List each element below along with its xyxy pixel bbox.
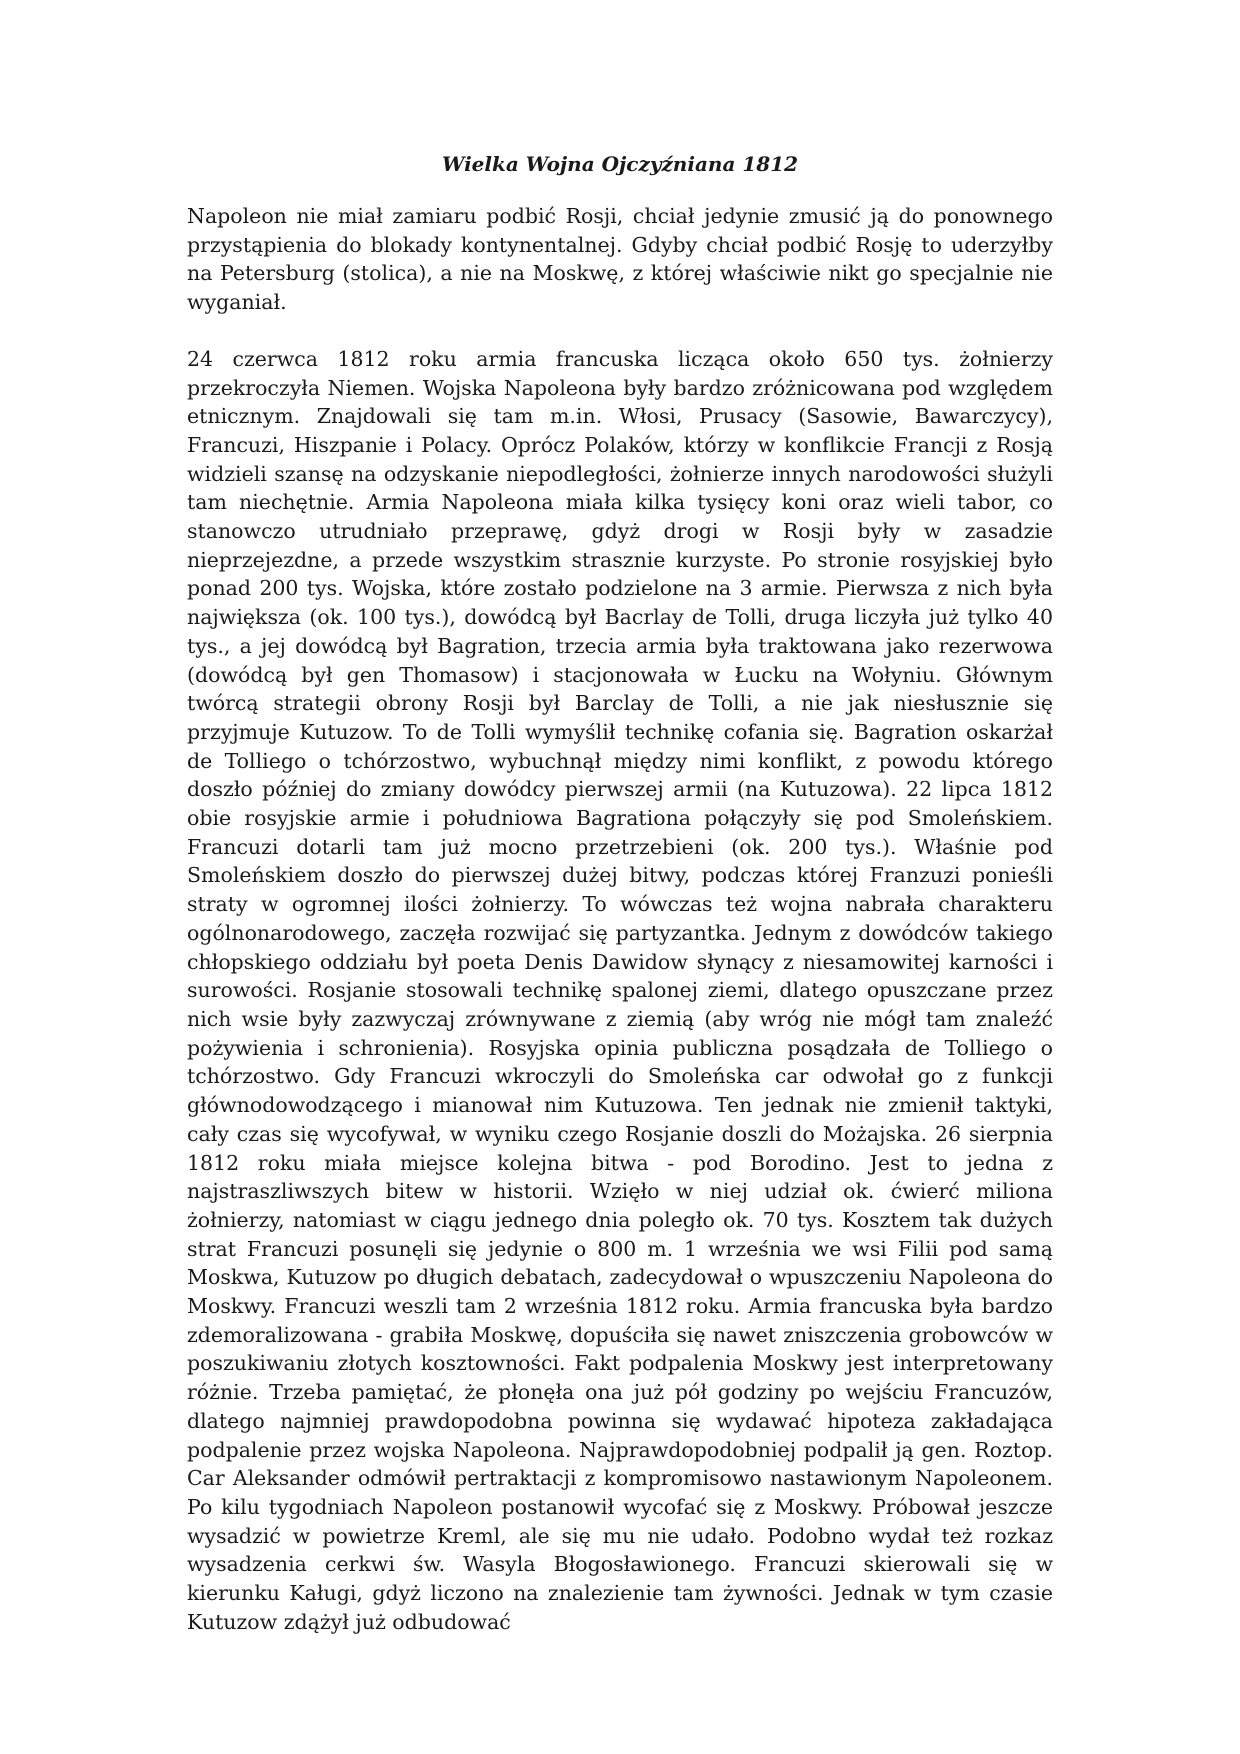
document-title: Wielka Wojna Ojczyźniana 1812 — [441, 152, 799, 176]
document-body — [187, 150, 1053, 1636]
paragraph-campaign: 24 czerwca 1812 roku armia francuska licząca około 650 tys. żołnierzy przekroczyła Niemen. Wojska Napoleona były bardzo zróżnicowana pod względem etnicznym. Znajdowali się tam m.in. Włosi, Prusacy (Sasowie, Bawarczycy), Francuzi, Hiszpanie i Polacy. Oprócz Polaków, którzy w konflikcie Francji z Rosją widzieli szansę na odzyskanie niepodległości, żołnierze innych narodowości służyli tam niechętnie. Armia Napoleona miała kilka tysięcy koni oraz wieli tabor, co stanowczo utrudniało przeprawę, gdyż drogi w Rosji były w zasadzie nieprzejezdne, a przede wszystkim strasznie kurzyste. Po stronie rosyjskiej było ponad 200 tys. Wojska, które zostało podzielone na 3 armie. Pierwsza z nich była największa (ok. 100 tys.), dowódcą był Bacrlay de Tolli, druga liczyła już tylko 40 tys., a jej dowódcą był Bagration, trzecia armia była traktowana jako rezerwowa (dowódcą był gen Thomasow) i stacjonowała w Łucku na Wołyniu. Głównym twórcą strategii obrony Rosji był Barclay de Tolli, a nie jak niesłusznie się przyjmuje Kutuzow. To de Tolli wymyślił technikę cofania się. Bagration oskarżał de Tolliego o tchórzostwo, wybuchnął między nimi konflikt, z powodu którego doszło później do zmiany dowódcy pierwszej armii (na Kutuzowa). 22 lipca 1812 obie rosyjskie armie i południowa Bagrationa połączyły się pod Smoleńskiem. Francuzi dotarli tam już mocno przetrzebieni (ok. 200 tys.). Właśnie pod Smoleńskiem doszło do pierwszej dużej bitwy, podczas której Franzuzi ponieśli straty w ogromnej ilości żołnierzy. To wówczas też wojna nabrała charakteru ogólnonarodowego, zaczęła rozwijać się partyzantka. Jednym z dowódców takiego chłopskiego oddziału był poeta Denis Dawidow słynący z niesamowitej karności i surowości. Rosjanie stosowali technikę spalonej ziemi, dlatego opuszczane przez nich wsie były zazwyczaj zrównywane z ziemią (aby wróg nie mógł tam znaleźć pożywienia i schronienia). Rosyjska opinia publiczna posądzała de Tolliego o tchórzostwo. Gdy Francuzi wkroczyli do Smoleńska car odwołał go z funkcji głównodowodzącego i mianował nim Kutuzowa. Ten jednak nie zmienił taktyki, cały czas się wycofywał, w wyniku czego Rosjanie doszli do Możajska. 26 sierpnia 1812 roku miała miejsce kolejna bitwa - pod Borodino. Jest to jedna z najstraszliwszych bitew w historii. Wzięło w niej udział ok. ćwierć miliona żołnierzy, natomiast w ciągu jednego dnia poległo ok. 70 tys. Kosztem tak dużych strat Francuzi posunęli się jedynie o 800 m. 1 września we wsi Filii pod samą Moskwa, Kutuzow po długich debatach, zadecydował o wpuszczeniu Napoleona do Moskwy. Francuzi weszli tam 2 września 1812 roku. Armia francuska była bardzo zdemoralizowana - grabiła Moskwę, dopuściła się nawet zniszczenia grobowców w poszukiwaniu złotych kosztowności. Fakt podpalenia Moskwy jest interpretowany różnie. Trzeba pamiętać, że płonęła ona już pół godziny po wejściu Francuzów, dlatego najmniej prawdopodobna powinna się wydawać hipoteza zakładająca podpalenie przez wojska Napoleona. Najprawdopodobniej podpalił ją gen. Roztop. Car Aleksander odmówił pertraktacji z kompromisowo nastawionym Napoleonem. Po kilu tygodniach Napoleon postanowił wycofać się z Moskwy. Próbował jeszcze wysadzić w powietrze Kreml, ale się mu nie udało. Podobno wydał też rozkaz wysadzenia cerkwi św. Wasyla Błogosławionego. Francuzi skierowali się w kierunku Kaługi, gdyż liczono na znalezienie tam żywności. Jednak w tym czasie Kutuzow zdążył już odbudować — [187, 346, 1053, 1634]
paragraph-intro: Napoleon nie miał zamiaru podbić Rosji, chciał jedynie zmusić ją do ponownego przystąpienia do blokady kontynentalnej. Gdyby chciał podbić Rosję to uderzyłby na Petersburg (stolica), a nie na Moskwę, z której właściwie nikt go specjalnie nie wyganiał. — [187, 204, 1053, 315]
